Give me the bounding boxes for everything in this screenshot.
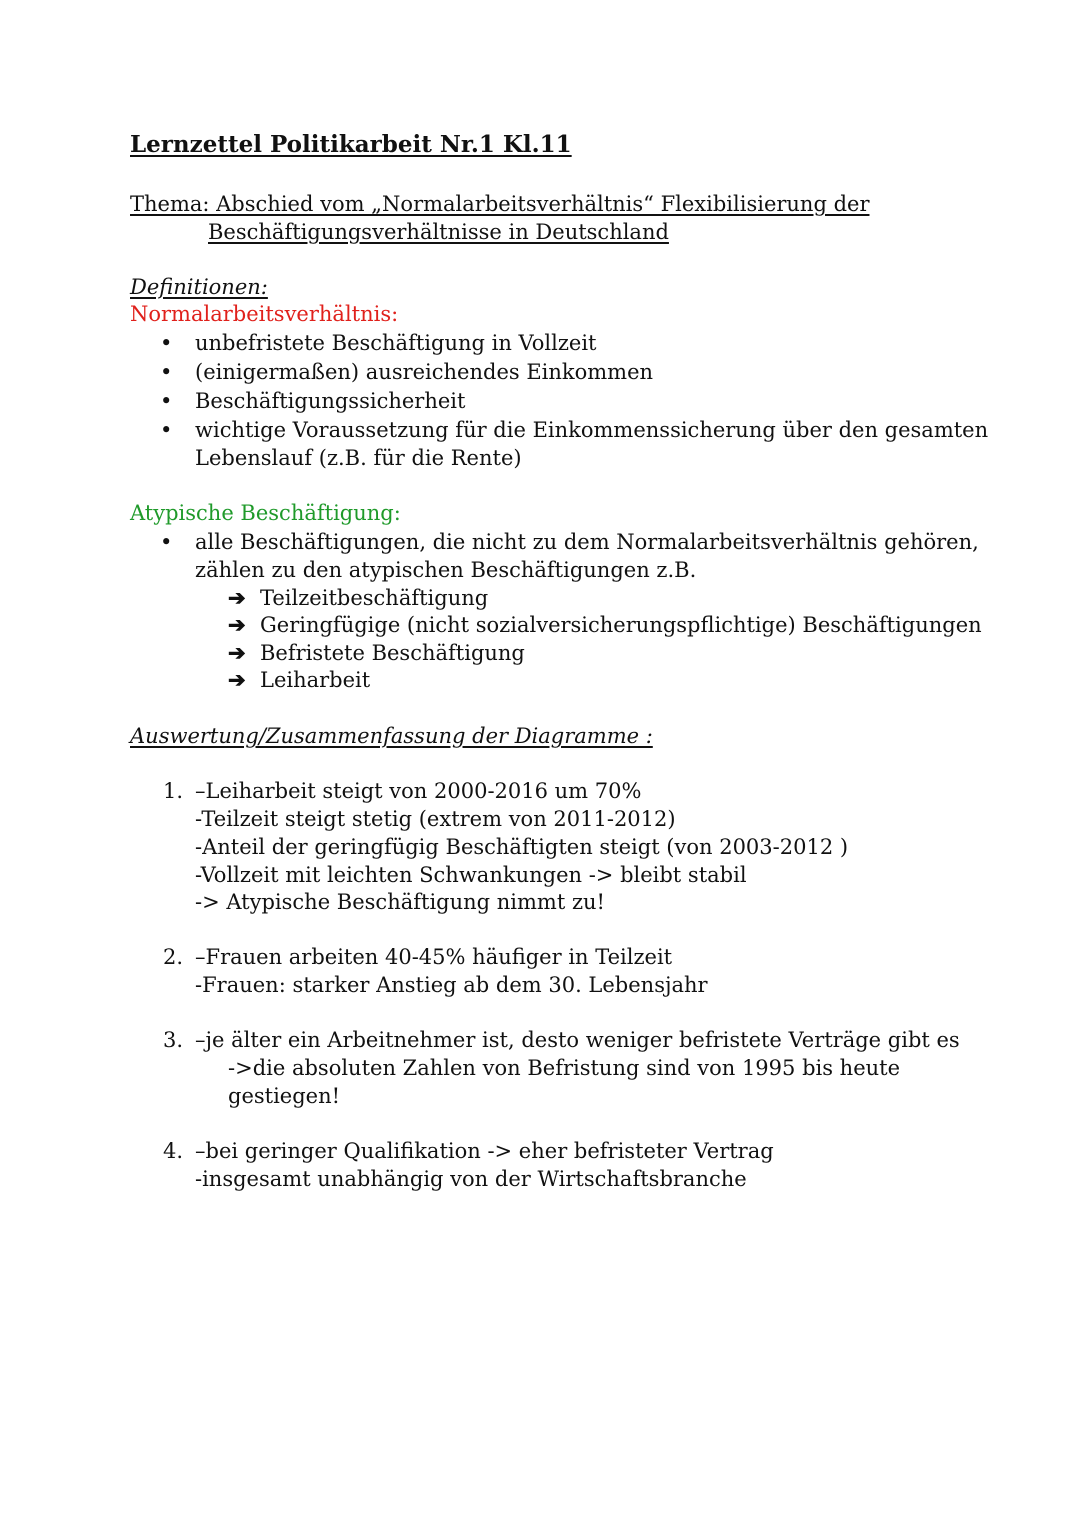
arrow-right-icon: ➔ [228, 667, 246, 692]
arrow-right-icon: ➔ [228, 640, 246, 665]
evaluation-heading: Auswertung/Zusammenfassung der Diagramme : [130, 724, 653, 748]
item-number: 4. [163, 1139, 184, 1163]
evaluation-line: –Leiharbeit steigt von 2000-2016 um 70% [195, 779, 642, 803]
atypical-example: Teilzeitbeschäftigung [260, 586, 489, 610]
page-title: Lernzettel Politikarbeit Nr.1 Kl.11 [130, 131, 572, 158]
normal-bullet: unbefristete Beschäftigung in Vollzeit [195, 331, 597, 355]
normal-bullet-continuation: Lebenslauf (z.B. für die Rente) [195, 446, 522, 470]
atypical-example: Leiharbeit [260, 668, 371, 692]
bullet-dot: • [160, 530, 173, 554]
evaluation-line: -Frauen: starker Anstieg ab dem 30. Lebensjahr [195, 973, 708, 997]
normal-label: Normalarbeitsverhältnis: [130, 302, 399, 326]
bullet-dot: • [160, 418, 173, 442]
evaluation-line: –je älter ein Arbeitnehmer ist, desto weniger befristete Verträge gibt es [195, 1028, 960, 1052]
bullet-dot: • [160, 389, 173, 413]
arrow-right-icon: ➔ [228, 585, 246, 610]
item-number: 2. [163, 945, 184, 969]
evaluation-line: ->die absoluten Zahlen von Befristung sind von 1995 bis heute [228, 1056, 901, 1080]
evaluation-line: -Anteil der geringfügig Beschäftigten steigt (von 2003-2012 ) [195, 835, 849, 859]
evaluation-line: –bei geringer Qualifikation -> eher befristeter Vertrag [195, 1139, 774, 1163]
item-number: 3. [163, 1028, 184, 1052]
atypical-label: Atypische Beschäftigung: [130, 501, 401, 525]
atypical-bullet-line-1: alle Beschäftigungen, die nicht zu dem Normalarbeitsverhältnis gehören, [195, 530, 979, 554]
normal-bullet: wichtige Voraussetzung für die Einkommenssicherung über den gesamten [195, 418, 989, 442]
bullet-dot: • [160, 331, 173, 355]
theme-line-1: Thema: Abschied vom „Normalarbeitsverhältnis“ Flexibilisierung der [130, 192, 870, 216]
evaluation-line: -insgesamt unabhängig von der Wirtschaftsbranche [195, 1167, 747, 1191]
evaluation-line: -Vollzeit mit leichten Schwankungen -> bleibt stabil [195, 863, 747, 887]
normal-bullet: Beschäftigungssicherheit [195, 389, 466, 413]
arrow-right-icon: ➔ [228, 612, 246, 637]
atypical-example: Geringfügige (nicht sozialversicherungspflichtige) Beschäftigungen [260, 613, 982, 637]
bullet-dot: • [160, 360, 173, 384]
atypical-example: Befristete Beschäftigung [260, 641, 525, 665]
atypical-bullet-line-2: zählen zu den atypischen Beschäftigungen z.B. [195, 558, 697, 582]
item-number: 1. [163, 779, 184, 803]
evaluation-line: gestiegen! [228, 1084, 341, 1108]
evaluation-line: –Frauen arbeiten 40-45% häufiger in Teilzeit [195, 945, 673, 969]
definitions-heading: Definitionen: [130, 275, 268, 299]
evaluation-line: -Teilzeit steigt stetig (extrem von 2011-2012) [195, 807, 676, 831]
theme-line-2: Beschäftigungsverhältnisse in Deutschland [208, 220, 669, 244]
evaluation-line: -> Atypische Beschäftigung nimmt zu! [195, 890, 605, 914]
normal-bullet: (einigermaßen) ausreichendes Einkommen [195, 360, 654, 384]
